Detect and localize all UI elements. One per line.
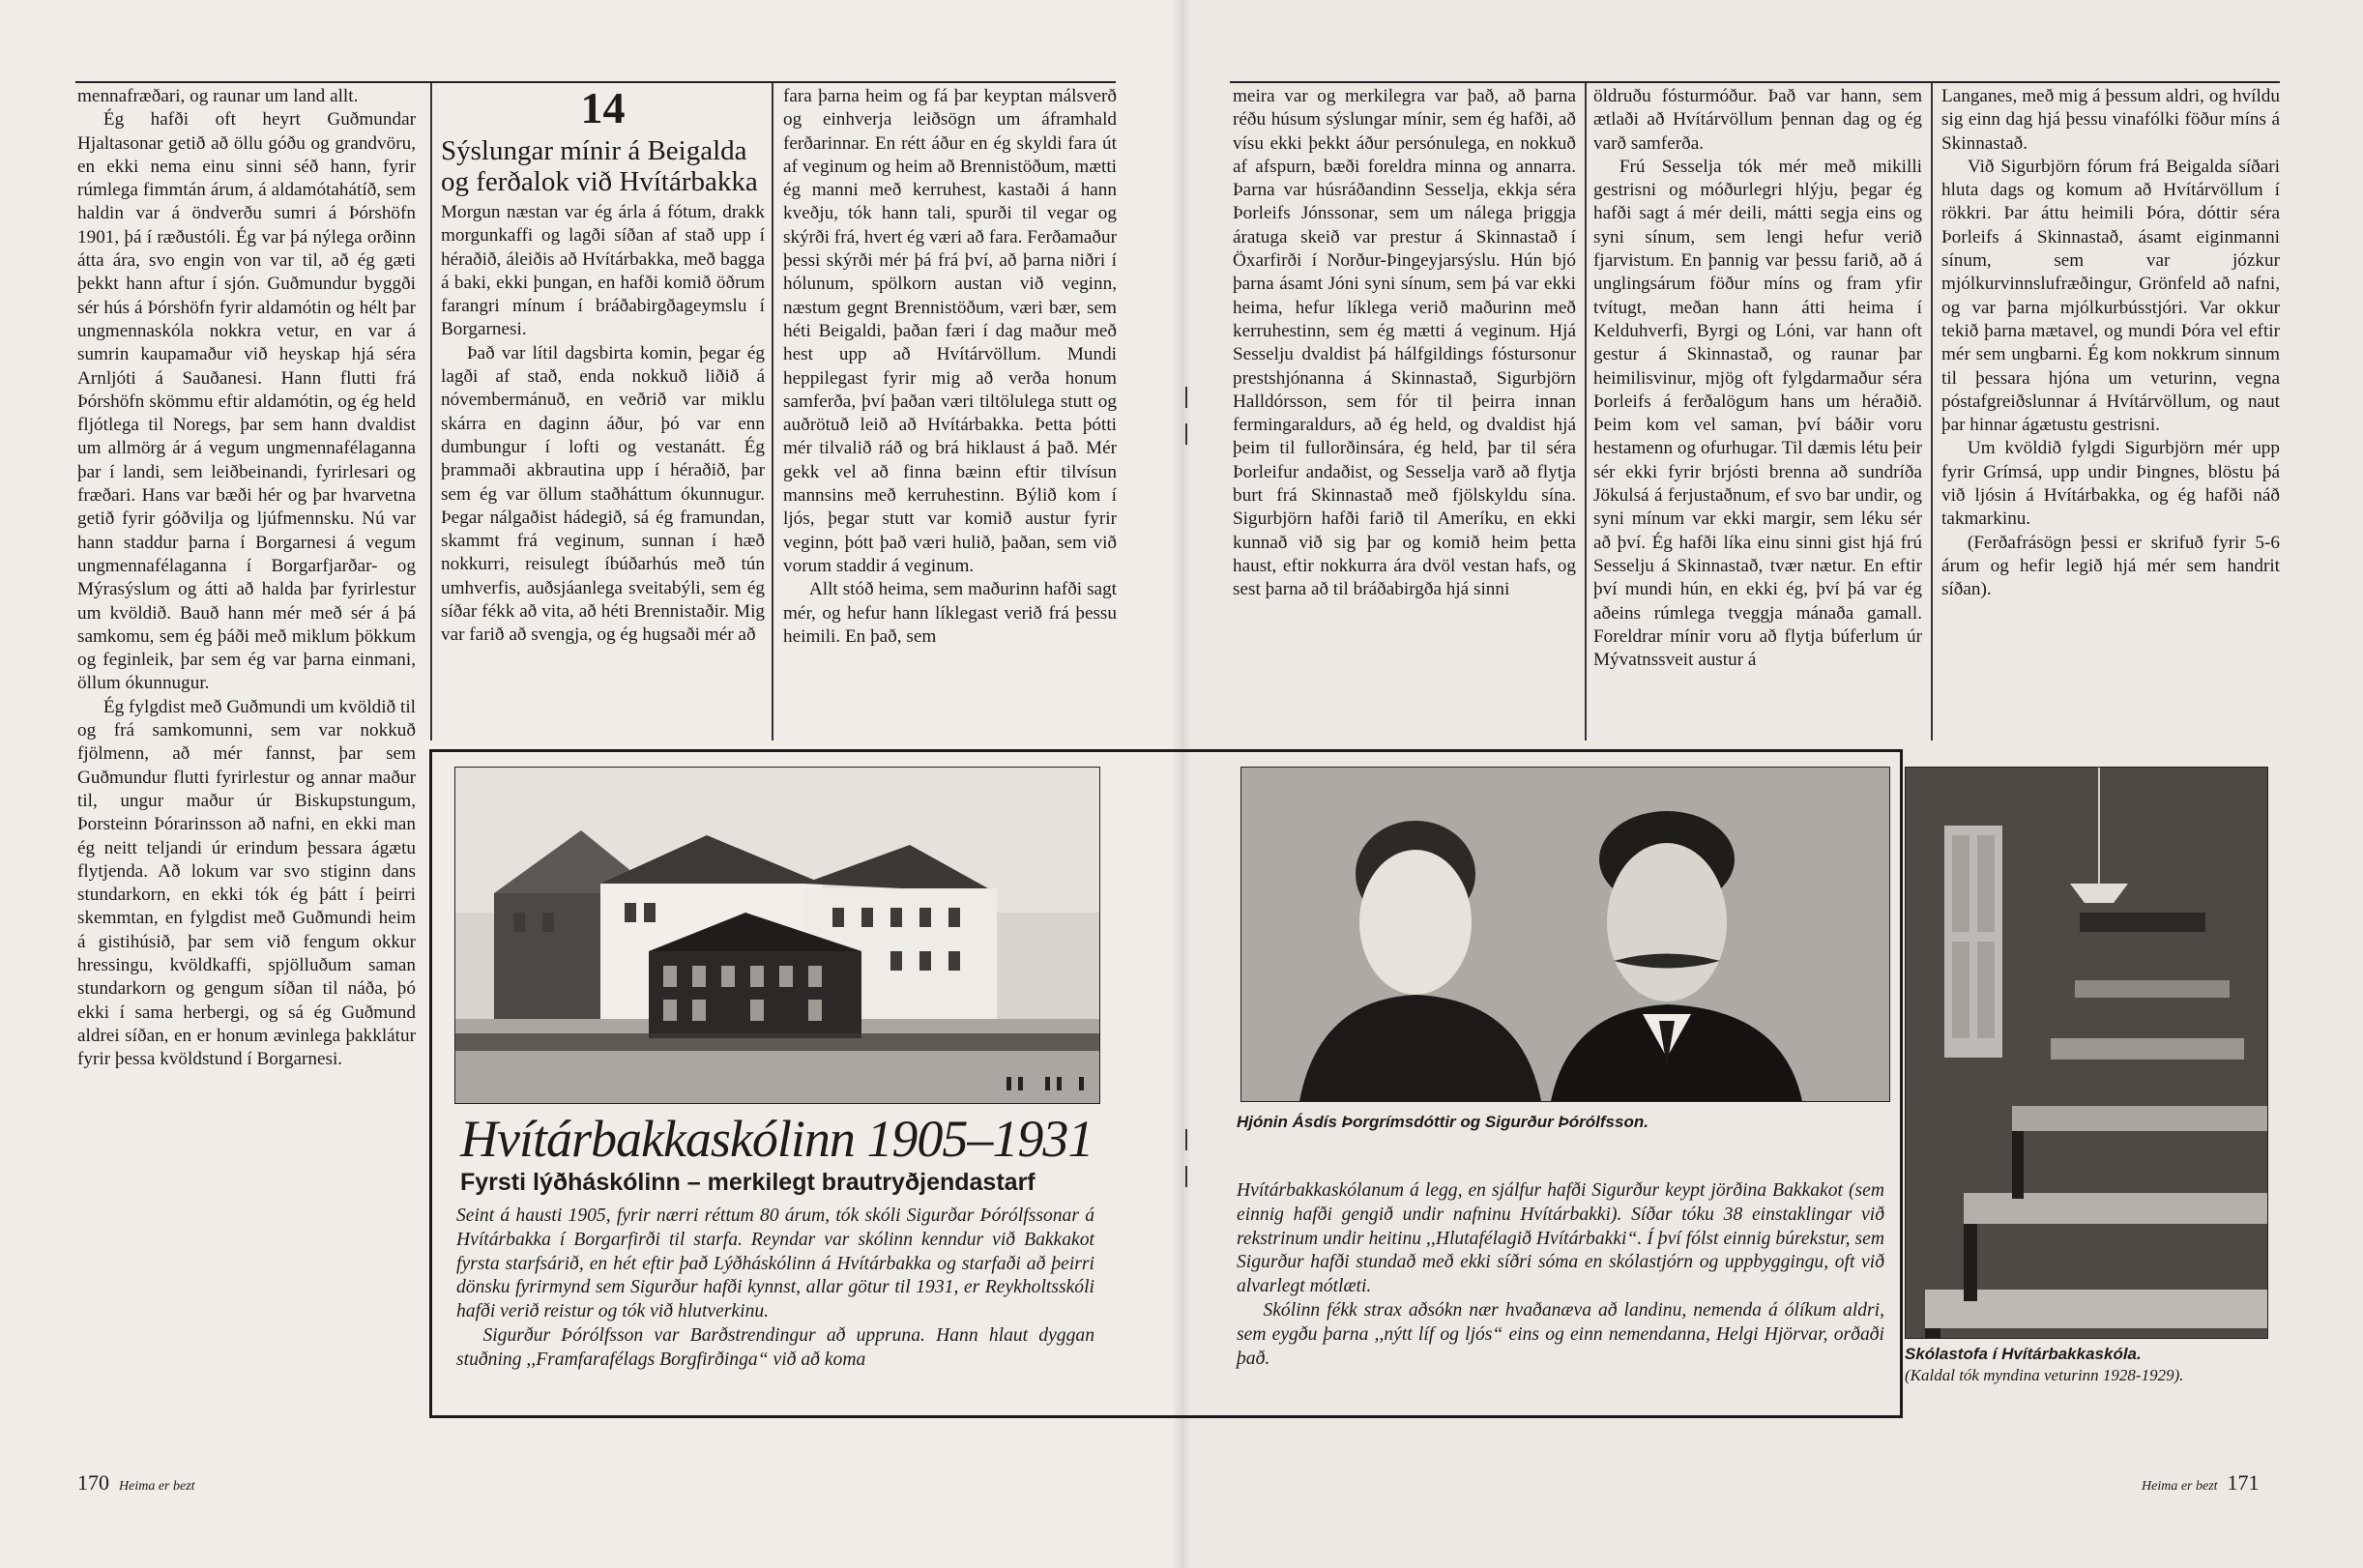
page-number: 171 [2227, 1470, 2260, 1495]
running-head: Heima er bezt [2142, 1479, 2218, 1494]
school-building-photo [454, 767, 1100, 1104]
paragraph: fara þarna heim og fá þar keyptan málsverð og einhverja leiðsögn um áframhald ferðarinnar. En rétt áður en ég skyldi fara út af veginum og heim að Brennistöðum, mætti ég manni með kerruhest, kastaði á hann kveðju, tók hann tali, spurði til vegar og skýrði frá, hvert ég væri að fara. Ferðamaður þessi skýrði mér þá frá því, að þarna niðri í hólunum, spölkorn austan við veginn, næstum gegnt Brennistöðum, væri bær, sem héti Beigaldi, þaðan færi í dag maður með hest upp að Hvítárvöllum. Mundi heppilegast fyrir mig að verða honum samferða, því þaðan væri tiltölulega stutt og auðrötuð leið að Hvítárbakka. Þetta þótti mér tilvalið ráð og brá hiklaust á það. Mér gekk vel að finna bæinn eftir tilvísun mannsins með kerruhestinn. Býlið kom í ljós, þegar stutt var komið austur fyrir veginn, þótt það væri hulið, þaðan, sem við vorum staddir á veginum. [783, 86, 1117, 576]
paragraph: Um kvöldið fylgdi Sigurbjörn mér upp fyrir Grímsá, upp undir Þingnes, blöstu þá við ljósin á Hvítárbakka, og ég hafði náð takmarkinu. [1941, 438, 2280, 530]
page-number: 170 [77, 1470, 109, 1495]
classroom-image [1906, 768, 2267, 1338]
paragraph: mennafræðari, og raunar um land allt. [77, 86, 359, 106]
chapter-title: Sýslungar mínir á Beigalda og ferðalok við Hvítárbakka [441, 135, 758, 197]
article-column-3 [783, 85, 1117, 733]
school-building-image [455, 768, 1099, 1103]
article-column-4 [1233, 85, 1576, 733]
paragraph: Það var lítil dagsbirta komin, þegar ég lagði af stað, enda nokkuð liðið á nóvembermánuð, en veðrið var miklu skárra en daginn áður, þó var enn dumbungur í lofti og vestanátt. Ég þrammaði akbrautina upp í héraðið, þar sem ég var öllum staðháttum ókunnugur. Þegar nálgaðist hádegið, sá ég framundan, skammt frá veginum, sunnan í hæð nokkurri, reisulegt íbúðarhús með tún umhverfis, auðsjáanlega sveitabýli, sem ég síðar fékk að vita, að héti Brennistaðir. Mig var farið að svengja, og ég hugsaði mér að [441, 342, 765, 646]
column-rule [772, 83, 773, 740]
classroom-caption: Skólastofa í Hvítárbakkaskóla. [1905, 1345, 2142, 1363]
top-rule-right [1230, 81, 2280, 83]
article-column-1 [77, 85, 416, 1284]
feature-text-left [456, 1205, 1094, 1373]
folio-right [2132, 1470, 2260, 1499]
couple-portrait-image [1241, 768, 1889, 1101]
paragraph: (Ferðafrásögn þessi er skrifuð fyrir 5-6 árum og hefir legið hjá mér sem handrit síðan). [1941, 532, 2280, 600]
paragraph: meira var og merkilegra var það, að þarna réðu húsum sýslungar mínir, sem ég hafði, að vísu ekki þekkt áður persónulega, en nokkuð af afspurn, bæði foreldra minna og annarra. Þarna var húsráðandinn Sesselja, ekkja séra Þorleifs Jónssonar, sem um nálega þriggja áratuga skeið var prestur á Skinnastað í Öxarfirði í Norður-Þingeyjarsýslu. Hún bjó þarna ásamt Jóni syni sínum, sem þá var ekki heima, hefur líklega verið maðurinn með kerruhestinn, sem ég mætti á veginum. Hjá Sesselju dvaldist þá hálfgildings fóstursonur prestshjónanna á Skinnastað, Sigurbjörn Halldórsson, sem fór til þeirra innan fermingaraldurs, að ég held, og dvaldist hjá þeim til fullorðinsára, ég held, þar til séra Þorleifur andaðist, og Sesselja varð að flytja burt frá Skinnastað með fjölskyldu sína. Sigurbjörn hafði farið til Ameríku, en ekki kunnað við sig þar og komið heim þetta haust, eftir nokkurra ára dvöl vestan hafs, og sest þarna að til bráðabirgða hjá sinni [1233, 86, 1576, 600]
column-rule [1931, 83, 1933, 740]
margin-mark [1185, 1166, 1187, 1187]
article-column-5 [1593, 85, 1922, 733]
paragraph: Hvítárbakkaskólanum á legg, en sjálfur hafði Sigurður keypt jörðina Bakkakot (sem einnig hafði gengið undir nafninu Hvítárbakki). Síðar tóku 38 einstaklingar við rekstrinum undir heitinu ,,Hlutafélagið Hvítárbakki“. Í því fólst einnig búrekstur, sem Sigurður hafði stundað með ekki síðri sóma en skólastjórn og uppbyggingu, oft við alvarlegt mótlæti. [1237, 1180, 1884, 1297]
paragraph: Langanes, með mig á þessum aldri, og hvíldu sig einn dag hjá þessu vinafólki föður míns á Skinnastað. [1941, 86, 2280, 154]
paragraph: Seint á hausti 1905, fyrir nærri réttum 80 árum, tók skóli Sigurðar Þórólfssonar á Hvítárbakka í Borgarfirði til starfa. Reyndar var skólinn kenndur við Bakkakot fyrsta starfsárið, en hét eftir það Lýðháskólinn á Hvítárbakka og starfaði að þeirri dönsku fyrirmynd sem Sigurður hafði kynnst, allar götur til 1931, er Reykholtsskóli hafði verið reistur og tók við hlutverkinu. [456, 1205, 1094, 1322]
feature-title: Hvítárbakkaskólinn 1905–1931 [460, 1110, 1094, 1168]
classroom-photo-credit: (Kaldal tók myndina veturinn 1928-1929). [1905, 1366, 2184, 1384]
paragraph: Ég fylgdist með Guðmundi um kvöldið til og frá samkomunni, sem var nokkuð fjölmenn, að mér fannst, þar sem Guðmundur flutti fyrirlestur og annar maður til, ungur maður úr Biskupstungum, Þorsteinn Þórarinsson að nafni, en ekki man ég neitt teljandi úr erindum þessara ágætu flytjenda. Að lokum var svo stiginn dans stundarkorn, en ekki tók ég þátt í þeirri skemmtan, en fylgdist með Guðmundi heim á gistihúsið, þar sem við fengum okkur hressingu, kvöldkaffi, spjölluðum saman stundarkorn og gengum síðan til náða, þó ekki í sama herbergi, og sá ég Guðmund aldrei síðan, en er honum ævinlega þakklátur fyrir þessa kvöldstund í Borgarnesi. [77, 696, 416, 1070]
couple-caption: Hjónin Ásdís Þorgrímsdóttir og Sigurður Þórólfsson. [1237, 1113, 1648, 1131]
column-rule [430, 83, 432, 740]
paragraph: Allt stóð heima, sem maðurinn hafði sagt mér, og hefur hann líklegast verið frá þessu heimili. En það, sem [783, 579, 1117, 647]
folio-left [77, 1470, 205, 1499]
column-rule [1585, 83, 1587, 740]
margin-mark [1185, 387, 1187, 408]
paragraph: Ég hafði oft heyrt Guðmundar Hjaltasonar getið að öllu góðu og grandvöru, en ekki nema einu sinni séð hann, fyrir rúmlega fimmtán árum, á aldamótahátíð, sem haldin var á öndverðu sumri á Þórshöfn 1901, þá í ræðustóli. Ég var þá nýlega orðinn átta ára, svo engin von var til, að ég gæti þekkt hann aftur í sjón. Guðmundur byggði sér hús á Þórshöfn fyrir aldamótin og hélt þar ungmennaskóla nokkra vetur, en var á sumrin kaupamaður við heyskap hjá séra Arnljóti á Sauðanesi. Hann flutti frá Þórshöfn skömmu eftir aldamótin, og ég held fljótlega til Noregs, þar sem hann dvaldist um allmörg ár á vegum ungmennafélaganna þar í landi, sem leiðbeinandi, fyrirlesari og fræðari. Hans var bæði hér og þar hvarvetna getið fyrir góðvilja og ljúfmennsku. Nú var hann staddur þarna í Borgarnesi á vegum ungmennafélaganna í Borgarfjarðar- og Mýrasýslum og átti að halda þar fyrirlestur um kvöldið. Bauð hann mér með sér á þá samkomu, sem ég þáði með miklum þökkum og feginleik, þar sem ég var þarna einmani, öllum ókunnugur. [77, 109, 416, 694]
paragraph: öldruðu fósturmóður. Það var hann, sem ætlaði að Hvítárvöllum þennan dag og ég varð samferða. [1593, 86, 1922, 154]
paragraph: Við Sigurbjörn fórum frá Beigalda síðari hluta dags og komum að Hvítárvöllum í rökkri. Þar áttu heimili Þóra, dóttir séra Þorleifs á Skinnastað, ásamt eiginmanni sínum, sem var józkur mjólkurvinnslufræðingur, Grönfeld að nafni, og var þarna mjólkurbússtjóri. Var okkur tekið þarna mætavel, og mundi Þóra vel eftir mér sem ungbarni. Ég kom nokkrum sinnum til þessara hjóna um veturinn, vegna póstafgreiðslunnar á Hvítárvöllum, og naut þar hinnar ágætustu gestrisni. [1941, 156, 2280, 436]
article-column-6 [1941, 85, 2280, 733]
couple-portrait-photo [1240, 767, 1890, 1102]
paragraph: Sigurður Þórólfsson var Barðstrendingur að uppruna. Hann hlaut dyggan stuðning ,,Framfarafélags Borgfirðinga“ við að koma [456, 1324, 1094, 1370]
classroom-photo [1905, 767, 2268, 1339]
margin-mark [1185, 423, 1187, 445]
paragraph: Skólinn fékk strax aðsókn nær hvaðanæva að landinu, nemenda á ólíkum aldri, sem eygðu þarna ,,nýtt líf og ljós“ eins og einn nemendanna, Helgi Hjörvar, orðaði það. [1237, 1299, 1884, 1369]
chapter-number: 14 [580, 85, 626, 132]
paragraph: Frú Sesselja tók mér með mikilli gestrisni og móðurlegri hlýju, þegar ég hafði sagt á mér deili, mátti segja eins og syni sínum, sem lengi hefur verið fjarvistum. En þannig var þessu farið, að á unglingsárum föður míns og fram yfir tvítugt, meðan hann átti heima í Kelduhverfi, Byrgi og Lóni, var hann oft gestur á Skinnastað, og raunar þar heimilisvinur, mjög oft fylgdarmaður séra Þorleifs á ferðalögum hans um héraðið. Þeim kom vel saman, því báðir voru hestamenn og ofurhugar. Til dæmis létu þeir sér ekki fyrir brjósti brenna að sundríða Jökulsá á ferjustaðnum, ef svo bar undir, og syni mínum var ekki margir, sem léku sér að því. Ég hafði líka einu sinni gist hjá frú Sesselju á Skinnastað, tvær nætur. En eftir því mundi hún, en ekki ég, því þá var ég aðeins rúmlega tveggja mánaða gamall. Foreldrar mínir voru að flytja búferlum úr Mývatnssveit austur á [1593, 156, 1922, 671]
article-column-2 [441, 85, 765, 733]
top-rule-left [75, 81, 1116, 83]
paragraph: Morgun næstan var ég árla á fótum, drakk morgunkaffi og lagði síðan af stað upp í héraðið, áleiðis að Hvítárbakka, með bagga á baki, ekki þungan, en hafði komið öðrum farangri mínum í bráðabirgðageymslu í Borgarnesi. [441, 202, 765, 340]
feature-text-right [1237, 1179, 1884, 1371]
margin-mark [1185, 1129, 1187, 1150]
feature-subtitle: Fyrsti lýðháskólinn – merkilegt brautryðjendastarf [460, 1169, 1036, 1196]
running-head: Heima er bezt [119, 1479, 195, 1494]
